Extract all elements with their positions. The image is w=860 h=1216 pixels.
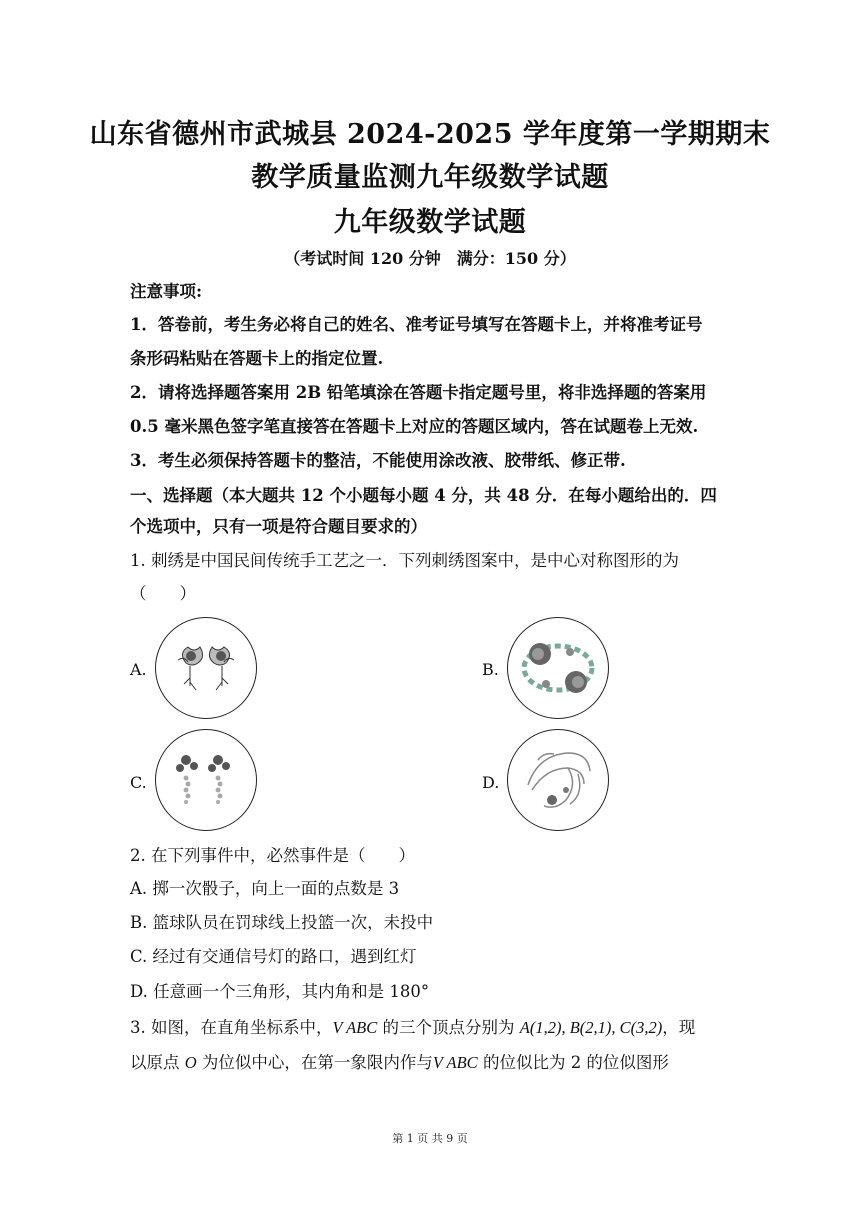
- q2-option-a: A. 掷一次骰子，向上一面的点数是 3: [130, 879, 400, 898]
- q3-line2-part3: 的位似比为 2 的位似图形: [477, 1053, 669, 1072]
- q1-answer-blank: （ ）: [130, 584, 196, 603]
- q3-line2-part2: 为位似中心，在第一象限内作与: [196, 1053, 433, 1072]
- q3-stem-part2: 的三个顶点分别为: [377, 1018, 520, 1037]
- note-2-line2: 0.5 毫米黑色签字笔直接答在答题卡上对应的答题区域内，答在试题卷上无效.: [130, 417, 699, 436]
- note-2-line1: 2．请将选择题答案用 2B 铅笔填涂在答题卡指定题号里，将非选择题的答案用: [130, 383, 707, 402]
- q2-option-c: C. 经过有交通信号灯的路口，遇到红灯: [130, 947, 417, 966]
- q3-vertex-coordinates: A(1,2), B(2,1), C(3,2): [519, 1018, 663, 1037]
- q2-stem: 2. 在下列事件中，必然事件是（ ）: [130, 846, 415, 865]
- q1-stem: 1. 刺绣是中国民间传统手工艺之一．下列刺绣图案中，是中心对称图形的为: [130, 551, 679, 570]
- q3-triangle-abc: V ABC: [332, 1018, 378, 1037]
- exam-title-line2: 教学质量监测九年级数学试题: [251, 162, 609, 193]
- embroidery-phoenix-icon: [507, 729, 609, 831]
- q2-option-b: B. 篮球队员在罚球线上投篮一次，未投中: [130, 913, 434, 932]
- q3-stem-line1: [130, 1017, 695, 1039]
- q1-option-d-label: D.: [482, 773, 500, 792]
- section1-heading-line1: 一、选择题（本大题共 12 个小题每小题 4 分，共 48 分．在每小题给出的．四: [130, 486, 717, 505]
- section1-heading-line2: 个选项中，只有一项是符合题目要求的）: [130, 517, 427, 536]
- embroidery-peony-pair-icon: [155, 617, 257, 719]
- page-footer: 第 1 页 共 9 页: [392, 1132, 468, 1145]
- q1-option-b-label: B.: [482, 660, 499, 679]
- q3-stem-line2: [130, 1052, 669, 1074]
- q3-triangle-abc-2: V ABC: [432, 1053, 478, 1072]
- exam-info: （考试时间 120 分钟 满分：150 分）: [284, 249, 576, 268]
- note-1-line2: 条形码粘贴在答题卡上的指定位置.: [130, 349, 384, 368]
- q3-line2-part1: 以原点: [130, 1053, 185, 1072]
- embroidery-wisteria-pair-icon: [155, 729, 257, 831]
- q2-option-d: D. 任意画一个三角形，其内角和是 180°: [130, 982, 430, 1001]
- embroidery-flower-wreath-icon: [507, 617, 609, 719]
- q3-origin-o: O: [184, 1053, 197, 1072]
- notes-heading: 注意事项:: [130, 282, 203, 301]
- note-3: 3．考生必须保持答题卡的整洁，不能使用涂改液、胶带纸、修正带.: [130, 451, 626, 470]
- q3-stem-part3: ，现: [662, 1018, 696, 1037]
- exam-title-line1: 山东省德州市武城县 2024-2025 学年度第一学期期末: [89, 119, 771, 150]
- q3-stem-part1: 3. 如图，在直角坐标系中，: [130, 1018, 333, 1037]
- exam-title-line3: 九年级数学试题: [333, 207, 527, 238]
- q1-option-c-label: C.: [130, 773, 147, 792]
- q1-option-a-label: A.: [130, 660, 147, 679]
- note-1-line1: 1．答卷前，考生务必将自己的姓名、准考证号填写在答题卡上，并将准考证号: [130, 315, 703, 334]
